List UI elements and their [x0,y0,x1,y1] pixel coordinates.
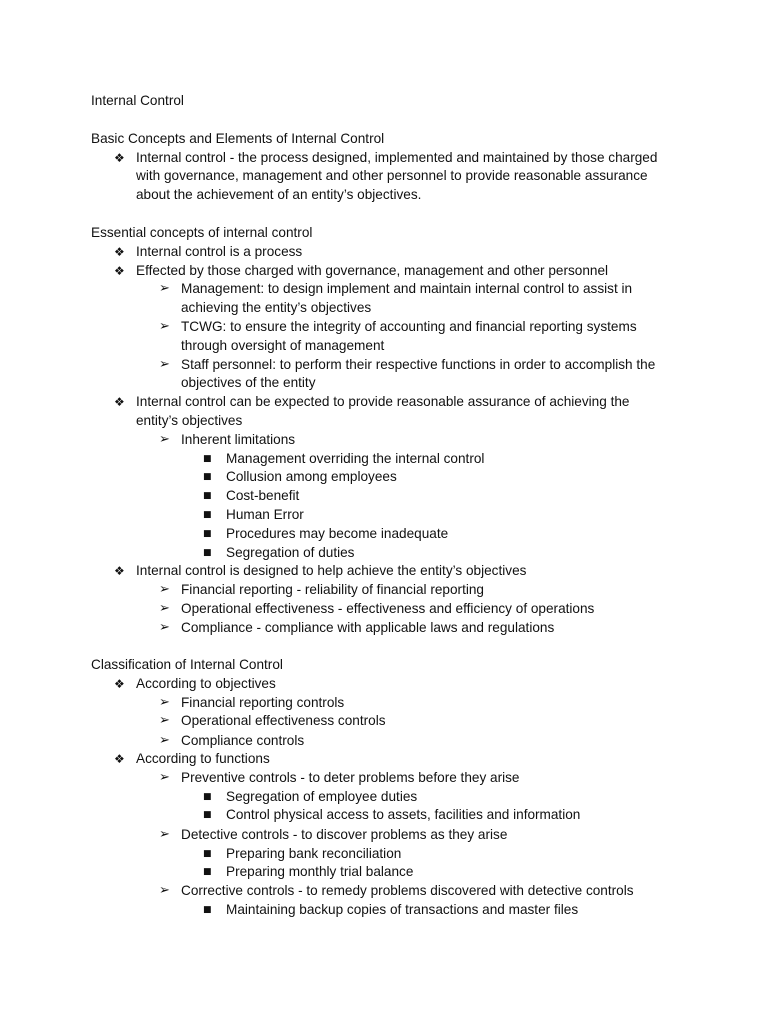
square-bullet-icon: ■ [203,510,212,520]
list-item-text: through oversight of management [181,338,385,353]
arrow-bullet-icon: ➢ [159,883,170,898]
list-item-text: Management overriding the internal control [226,451,485,466]
list-item-text: Operational effectiveness - effectiveness and efficiency of operations [181,601,595,616]
diamond-bullet-icon: ❖ [114,245,125,259]
arrow-bullet-icon: ➢ [159,713,170,728]
list-item-text: Control physical access to assets, facilities and information [226,807,581,822]
list-item-text: Compliance - compliance with applicable laws and regulations [181,620,555,635]
arrow-bullet-icon: ➢ [159,281,170,296]
arrow-bullet-icon: ➢ [159,733,170,748]
list-item-text: Preparing monthly trial balance [226,864,414,879]
list-item-text: Internal control is designed to help achieve the entity’s objectives [136,563,527,578]
list-item-text: achieving the entity’s objectives [181,300,372,315]
list-item-text: TCWG: to ensure the integrity of accounting and financial reporting systems [181,319,637,334]
square-bullet-icon: ■ [203,810,212,820]
list-item-text: Effected by those charged with governance, management and other personnel [136,263,609,278]
list-item-text: Corrective controls - to remedy problems discovered with detective controls [181,883,634,898]
list-item-text: Detective controls - to discover problems as they arise [181,827,508,842]
list-item-text: entity’s objectives [136,413,243,428]
diamond-bullet-icon: ❖ [114,395,125,409]
diamond-bullet-icon: ❖ [114,564,125,578]
arrow-bullet-icon: ➢ [159,432,170,447]
arrow-bullet-icon: ➢ [159,582,170,597]
list-item-text: Segregation of employee duties [226,789,418,804]
square-bullet-icon: ■ [203,849,212,859]
square-bullet-icon: ■ [203,792,212,802]
list-item-text: Staff personnel: to perform their respective functions in order to accomplish the [181,357,656,372]
list-item-text: Internal control - the process designed, implemented and maintained by those charged [136,150,658,165]
list-item-text: about the achievement of an entity’s objectives. [136,187,422,202]
square-bullet-icon: ■ [203,867,212,877]
list-item-text: Financial reporting - reliability of financial reporting [181,582,484,597]
list-item-text: Collusion among employees [226,469,397,484]
list-item-text: Cost-benefit [226,488,300,503]
list-item-text: According to objectives [136,676,276,691]
list-item-text: with governance, management and other personnel to provide reasonable assurance [136,168,648,183]
square-bullet-icon: ■ [203,491,212,501]
list-item-text: Management: to design implement and maintain internal control to assist in [181,281,633,296]
section-heading-essential: Essential concepts of internal control [91,225,313,240]
list-item-text: Internal control is a process [136,244,303,259]
arrow-bullet-icon: ➢ [159,620,170,635]
list-item-text: Financial reporting controls [181,695,345,710]
diamond-bullet-icon: ❖ [114,752,125,766]
list-item-text: Compliance controls [181,733,305,748]
square-bullet-icon: ■ [203,905,212,915]
list-item-text: Human Error [226,507,304,522]
list-item-text: objectives of the entity [181,375,316,390]
square-bullet-icon: ■ [203,548,212,558]
square-bullet-icon: ■ [203,472,212,482]
list-item-text: Operational effectiveness controls [181,713,386,728]
list-item-text: Inherent limitations [181,432,296,447]
arrow-bullet-icon: ➢ [159,827,170,842]
list-item-text: Segregation of duties [226,545,355,560]
list-item-text: Preventive controls - to deter problems before they arise [181,770,520,785]
arrow-bullet-icon: ➢ [159,319,170,334]
document-title: Internal Control [91,93,184,108]
arrow-bullet-icon: ➢ [159,601,170,616]
diamond-bullet-icon: ❖ [114,151,125,165]
list-item-text: According to functions [136,751,270,766]
section-heading-basic: Basic Concepts and Elements of Internal Control [91,131,385,146]
diamond-bullet-icon: ❖ [114,677,125,691]
diamond-bullet-icon: ❖ [114,264,125,278]
square-bullet-icon: ■ [203,529,212,539]
square-bullet-icon: ■ [203,454,212,464]
list-item-text: Procedures may become inadequate [226,526,449,541]
list-item-text: Preparing bank reconciliation [226,846,402,861]
list-item-text: Internal control can be expected to provide reasonable assurance of achieving the [136,394,630,409]
arrow-bullet-icon: ➢ [159,770,170,785]
section-heading-classification: Classification of Internal Control [91,657,283,672]
arrow-bullet-icon: ➢ [159,695,170,710]
list-item-text: Maintaining backup copies of transactions and master files [226,902,579,917]
arrow-bullet-icon: ➢ [159,357,170,372]
